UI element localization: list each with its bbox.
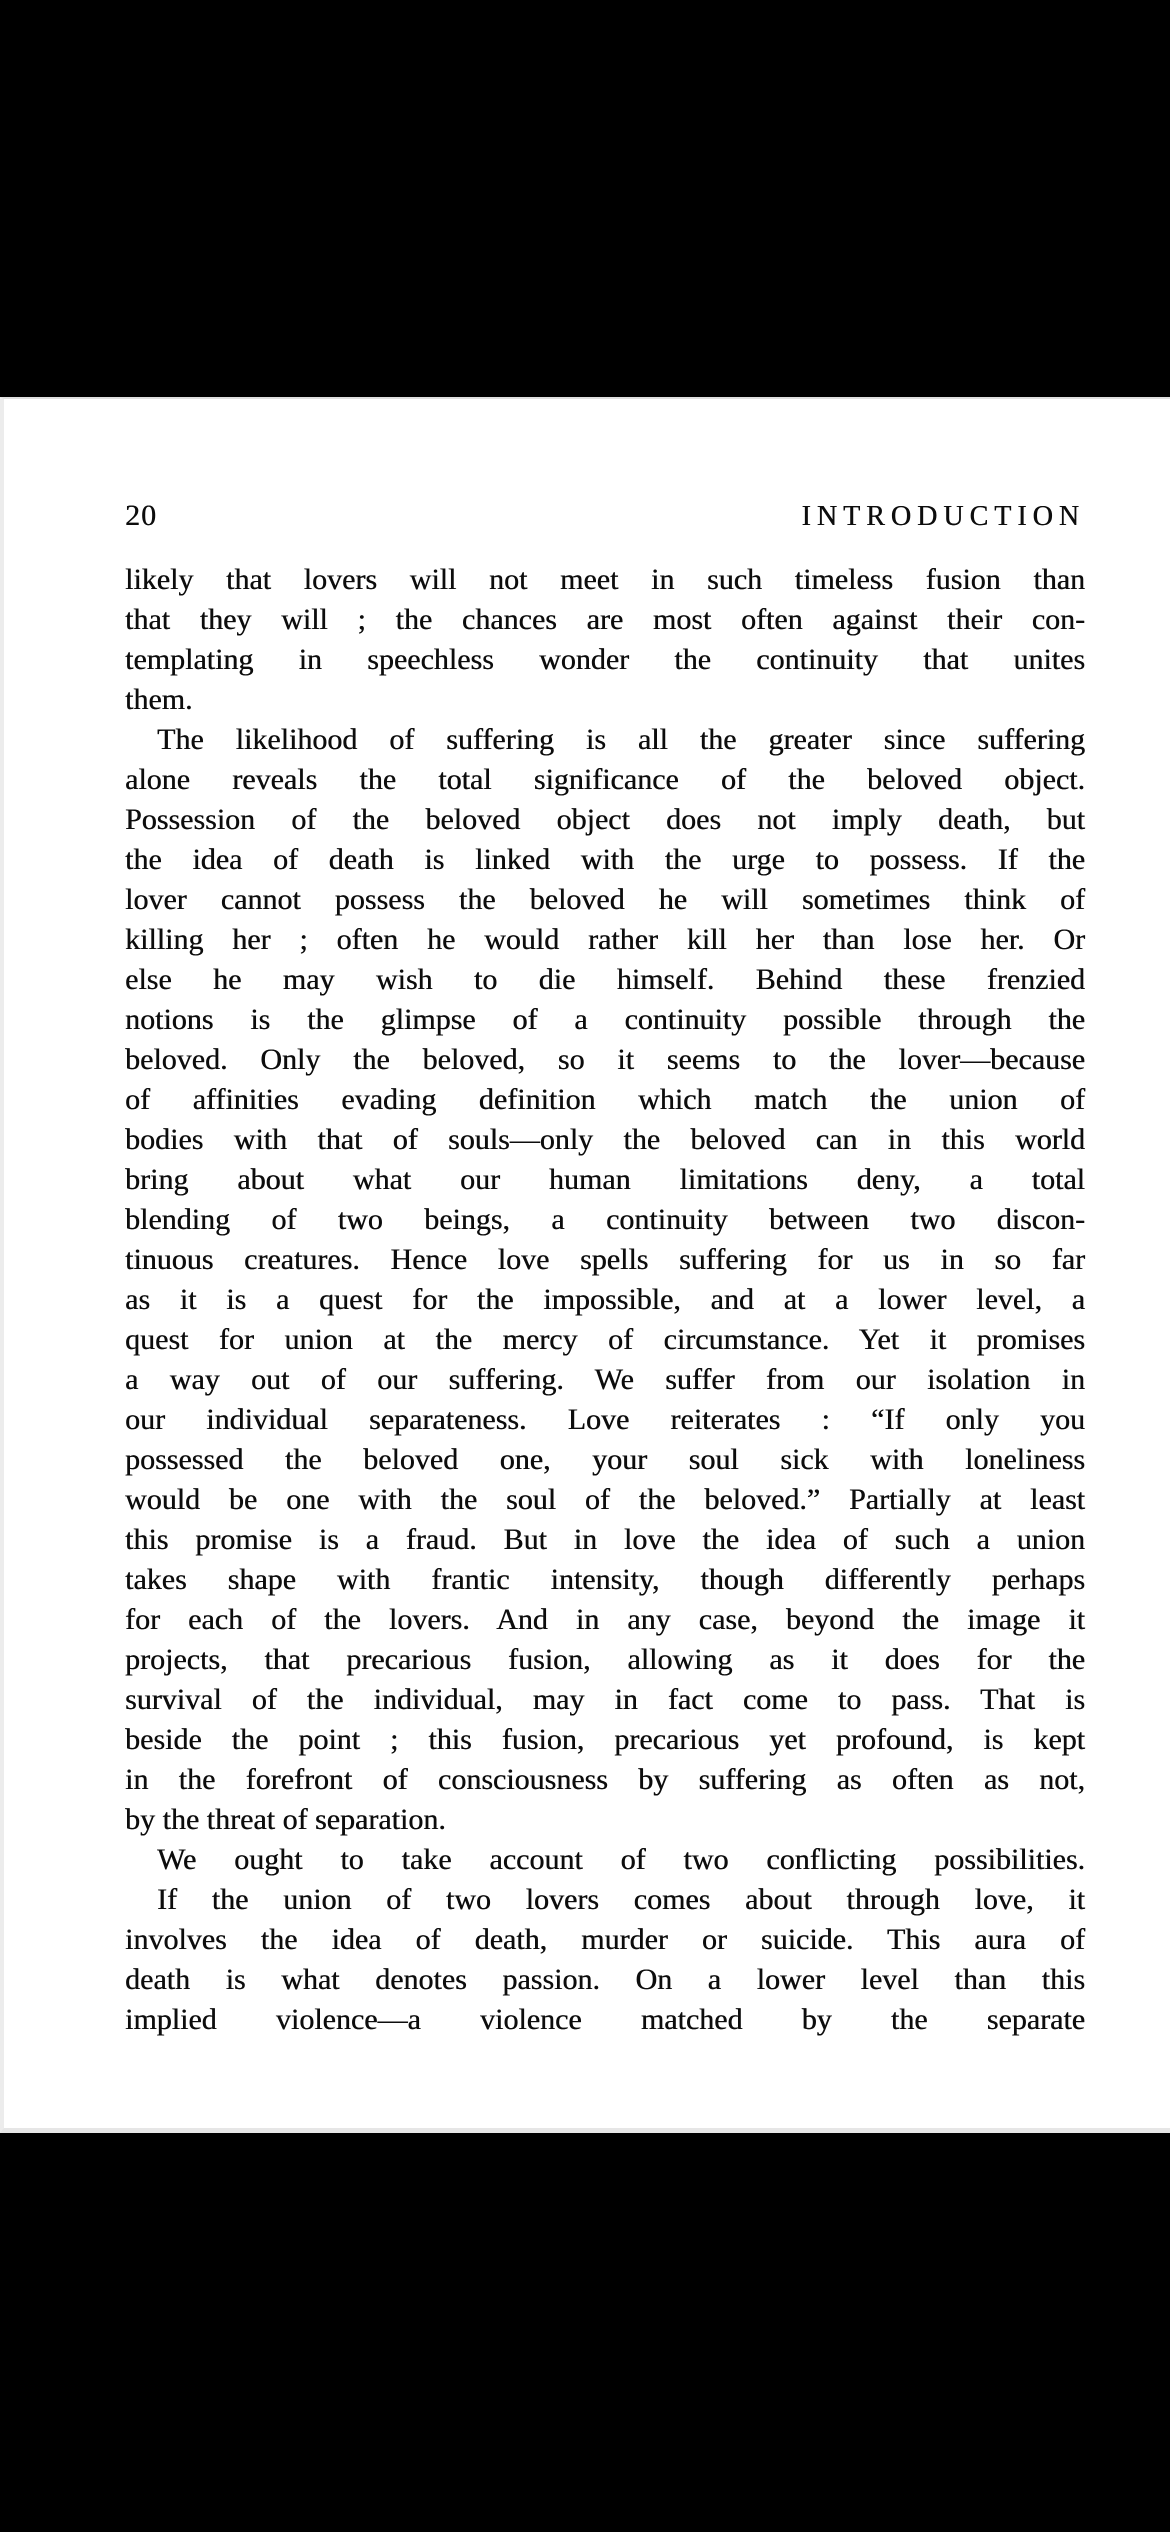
text-line: death is what denotes passion. On a lower level than this [125,1963,1085,1996]
text-line: survival of the individual, may in fact come to pass. That is [125,1683,1085,1716]
text-line: possessed the beloved one, your soul sick with loneliness [125,1443,1085,1476]
page-header [125,499,1085,533]
book-page[interactable] [0,397,1170,2133]
text-line: projects, that precarious fusion, allowing as it does for the [125,1643,1085,1676]
paragraph [125,560,1085,720]
text-line: takes shape with frantic intensity, though differently perhaps [125,1563,1085,1596]
text-line: involves the idea of death, murder or suicide. This aura of [125,1923,1085,1956]
text-line: for each of the lovers. And in any case, beyond the image it [125,1603,1085,1636]
text-line: implied violence—a violence matched by the separate [125,2003,1085,2036]
text-line: templating in speechless wonder the continuity that unites [125,643,1085,676]
text-line: killing her ; often he would rather kill her than lose her. Or [125,923,1085,956]
text-line: alone reveals the total significance of the beloved object. [125,763,1085,796]
text-line: that they will ; the chances are most often against their con- [125,603,1085,636]
text-line: likely that lovers will not meet in such timeless fusion than [125,563,1085,596]
text-line: would be one with the soul of the beloved.” Partially at least [125,1483,1085,1516]
page-text [125,560,1085,2040]
text-line: the idea of death is linked with the urge to possess. If the [125,843,1085,876]
text-line: them. [125,683,193,716]
text-line: else he may wish to die himself. Behind these frenzied [125,963,1085,996]
paragraph [125,1840,1085,1880]
text-line: blending of two beings, a continuity between two discon- [125,1203,1085,1236]
text-line: as it is a quest for the impossible, and at a lower level, a [125,1283,1085,1316]
text-line: this promise is a fraud. But in love the idea of such a union [125,1523,1085,1556]
text-line: in the forefront of consciousness by suffering as often as not, [125,1763,1085,1796]
text-line: a way out of our suffering. We suffer from our isolation in [125,1363,1085,1396]
text-line: of affinities evading definition which match the union of [125,1083,1085,1116]
text-line: bodies with that of souls—only the beloved can in this world [125,1123,1085,1156]
text-line: notions is the glimpse of a continuity possible through the [125,1003,1085,1036]
paragraph [125,1880,1085,2040]
running-header: INTRODUCTION [801,501,1085,532]
text-line: Possession of the beloved object does not imply death, but [125,803,1085,836]
text-line: tinuous creatures. Hence love spells suffering for us in so far [125,1243,1085,1276]
text-line: We ought to take account of two conflicting possibilities. [157,1843,1085,1876]
text-line: by the threat of separation. [125,1803,446,1836]
text-line: The likelihood of suffering is all the greater since suffering [157,723,1085,756]
text-line: lover cannot possess the beloved he will sometimes think of [125,883,1085,916]
page-number: 20 [125,499,157,532]
page-content-area [4,499,1170,2040]
paragraph [125,720,1085,1840]
text-line: If the union of two lovers comes about through love, it [157,1883,1085,1916]
text-line: beside the point ; this fusion, precarious yet profound, is kept [125,1723,1085,1756]
text-line: beloved. Only the beloved, so it seems to the lover—because [125,1043,1085,1076]
text-line: bring about what our human limitations deny, a total [125,1163,1085,1196]
text-line: quest for union at the mercy of circumstance. Yet it promises [125,1323,1085,1356]
text-line: our individual separateness. Love reiterates : “If only you [125,1403,1085,1436]
